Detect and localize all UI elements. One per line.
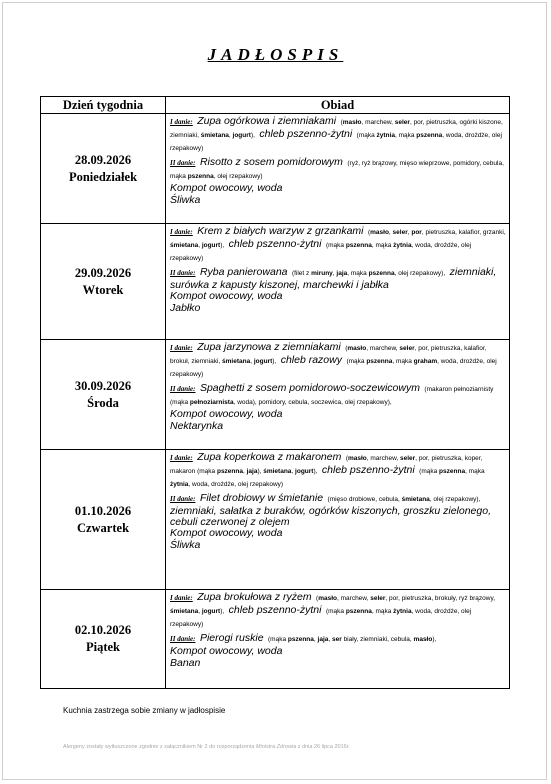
dish-name: Filet drobiowy w śmietanie (199, 492, 324, 504)
fruit: Śliwka (170, 539, 201, 551)
drink: Kompot owocowy, woda (170, 527, 283, 539)
course-label: II danie: (170, 635, 196, 643)
ingredients: (masło, marchew, seler, por, pietruszka, ogórki kiszone, ziemniaki, śmietana, jogurt), (170, 119, 503, 139)
header-day: Dzień tygodnia (41, 97, 166, 114)
weekday: Środa (87, 395, 119, 410)
date: 02.10.2026 (74, 623, 132, 637)
second-course (170, 492, 506, 527)
date: 30.09.2026 (74, 378, 132, 393)
drink: Kompot owocowy, woda (170, 182, 283, 194)
first-course (170, 225, 506, 264)
ingredients: (ryż, ryż brązowy, mięso wieprzowe, pomidory, cebula, mąka pszenna, olej rzepakowy) (170, 160, 504, 180)
first-course (170, 451, 506, 490)
course-label: II danie: (170, 159, 196, 167)
second-course (170, 382, 506, 408)
menu-table (40, 96, 510, 689)
weekday: Wtorek (82, 282, 124, 297)
bread-ingredients: (mąka pszenna, mąka żytnia, woda, drożdże, olej rzepakowy) (170, 242, 472, 262)
footnote-part2: z dnia 26 lipca 2016r. (297, 744, 350, 750)
footnote-ministry: Ministra Zdrowia (255, 744, 297, 750)
course-label: II danie: (170, 385, 196, 393)
second-course (170, 632, 506, 645)
ingredients: (masło, marchew, seler, por, pietruszka, koper, makaron (mąka pszenna, jaja), śmietana, jogurt), (170, 455, 483, 475)
ingredients: (masło, marchew, seler, por, pietruszka, kalafior, brokuł, ziemniaki, śmietana, jogurt), (170, 345, 487, 365)
weekday: Poniedziałek (68, 169, 138, 184)
dish-name: Spaghetti z sosem pomidorowo-soczewicowym (199, 382, 420, 394)
dish-name: Zupa ogórkowa i ziemniakami (197, 115, 337, 127)
course-label: I danie: (170, 344, 193, 352)
bread-ingredients: (mąka żytnia, mąka pszenna, woda, drożdże, olej rzepakowy) (170, 132, 502, 152)
dish-name: Pierogi ruskie (199, 632, 264, 644)
second-course (170, 266, 506, 290)
dish-name: Zupa brokułowa z ryżem (197, 591, 312, 603)
course-label: II danie: (170, 495, 196, 503)
dish-name: Zupa koperkowa z makaronem (197, 451, 342, 463)
ingredients: (filet z miruny, jaja, mąka pszenna, olej rzepakowy), (291, 270, 446, 277)
ingredients: (mięso drobiowe, cebula, śmietana, olej rzepakowy), (327, 496, 481, 503)
day-cell (41, 450, 166, 590)
date: 29.09.2026 (74, 265, 132, 280)
meal-cell (166, 224, 510, 340)
bread-name: chleb pszenno-żytni (321, 464, 415, 476)
dish-name: Risotto z sosem pomidorowym (199, 156, 343, 168)
table-row (41, 114, 510, 224)
course-label: II danie: (170, 269, 196, 277)
weekday: Czwartek (76, 520, 130, 535)
table-row (41, 450, 510, 590)
dish-name: Ryba panierowana (199, 266, 288, 278)
allergen-footnote (63, 744, 350, 750)
date: 01.10.2026 (74, 503, 132, 518)
weekday: Piątek (85, 640, 121, 654)
ingredients: (masło, seler, por, pietruszka, kalafior, grzanki, śmietana, jogurt), (170, 229, 506, 249)
day-cell (41, 224, 166, 340)
side-dishes: ziemniaki, sałatka z buraków, ogórków kiszonych, groszku zielonego, cebuli czerwonej z olejem (170, 505, 491, 528)
ingredients: (mąka pszenna, jaja, ser biały, ziemniaki, cebula, masło), (268, 636, 437, 643)
drink: Kompot owocowy, woda (170, 408, 283, 420)
course-label: I danie: (170, 228, 193, 236)
first-course (170, 591, 506, 630)
course-label: I danie: (170, 594, 193, 602)
menu-change-note: Kuchnia zastrzega sobie zmiany w jadłospisie (63, 706, 226, 715)
fruit: Nektarynka (170, 420, 224, 432)
date: 28.09.2026 (74, 152, 132, 167)
table-row (41, 224, 510, 340)
fruit: Śliwka (170, 194, 201, 206)
meal-cell (166, 450, 510, 590)
first-course (170, 341, 506, 380)
header-meal: Obiad (166, 97, 510, 114)
dish-name: Krem z białych warzyw z grzankami (197, 225, 364, 237)
footnote-part1: Alergeny zostały wytłuszczone zgodnie z załącznikiem Nr 2 do rozporządzenia (63, 744, 255, 750)
bread-name: chleb pszenno-żytni (228, 604, 322, 616)
side-dishes: ziemniaki, surówka z kapusty kiszonej, marchewki i jabłka (170, 266, 497, 291)
course-label: I danie: (170, 118, 193, 126)
meal-cell (166, 590, 510, 689)
bread-name: chleb pszenno-żytni (228, 238, 322, 250)
day-cell (41, 114, 166, 224)
page-title: JADŁOSPIS (207, 45, 344, 64)
meal-cell (166, 340, 510, 450)
ingredients: (masło, marchew, seler, por, pietruszka, brokuły, ryż brązowy, śmietana, jogurt), (170, 595, 496, 615)
meal-cell (166, 114, 510, 224)
bread-ingredients: (mąka pszenna, mąka żytnia, woda, drożdże, olej rzepakowy) (170, 608, 472, 628)
drink: Kompot owocowy, woda (170, 645, 283, 657)
bread-ingredients: (mąka pszenna, mąka graham, woda, drożdże, olej rzepakowy) (170, 358, 497, 378)
fruit: Jabłko (170, 302, 201, 314)
course-label: I danie: (170, 454, 193, 462)
dish-name: Zupa jarzynowa z ziemniakami (197, 341, 341, 353)
ingredients: (makaron pełnoziarnisty (mąka pełnoziarnista, woda), pomidory, cebula, soczewica, olej rzepakowy), (170, 386, 494, 406)
drink: Kompot owocowy, woda (170, 290, 283, 302)
bread-name: chleb razowy (280, 354, 342, 366)
day-cell (41, 590, 166, 689)
first-course (170, 115, 506, 154)
bread-ingredients: (mąka pszenna, mąka żytnia, woda, drożdże, olej rzepakowy) (170, 468, 485, 488)
header-row (41, 97, 510, 114)
bread-name: chleb pszenno-żytni (259, 128, 353, 140)
table-row (41, 340, 510, 450)
table-row (41, 590, 510, 689)
second-course (170, 156, 506, 182)
fruit: Banan (170, 657, 201, 669)
day-cell (41, 340, 166, 450)
